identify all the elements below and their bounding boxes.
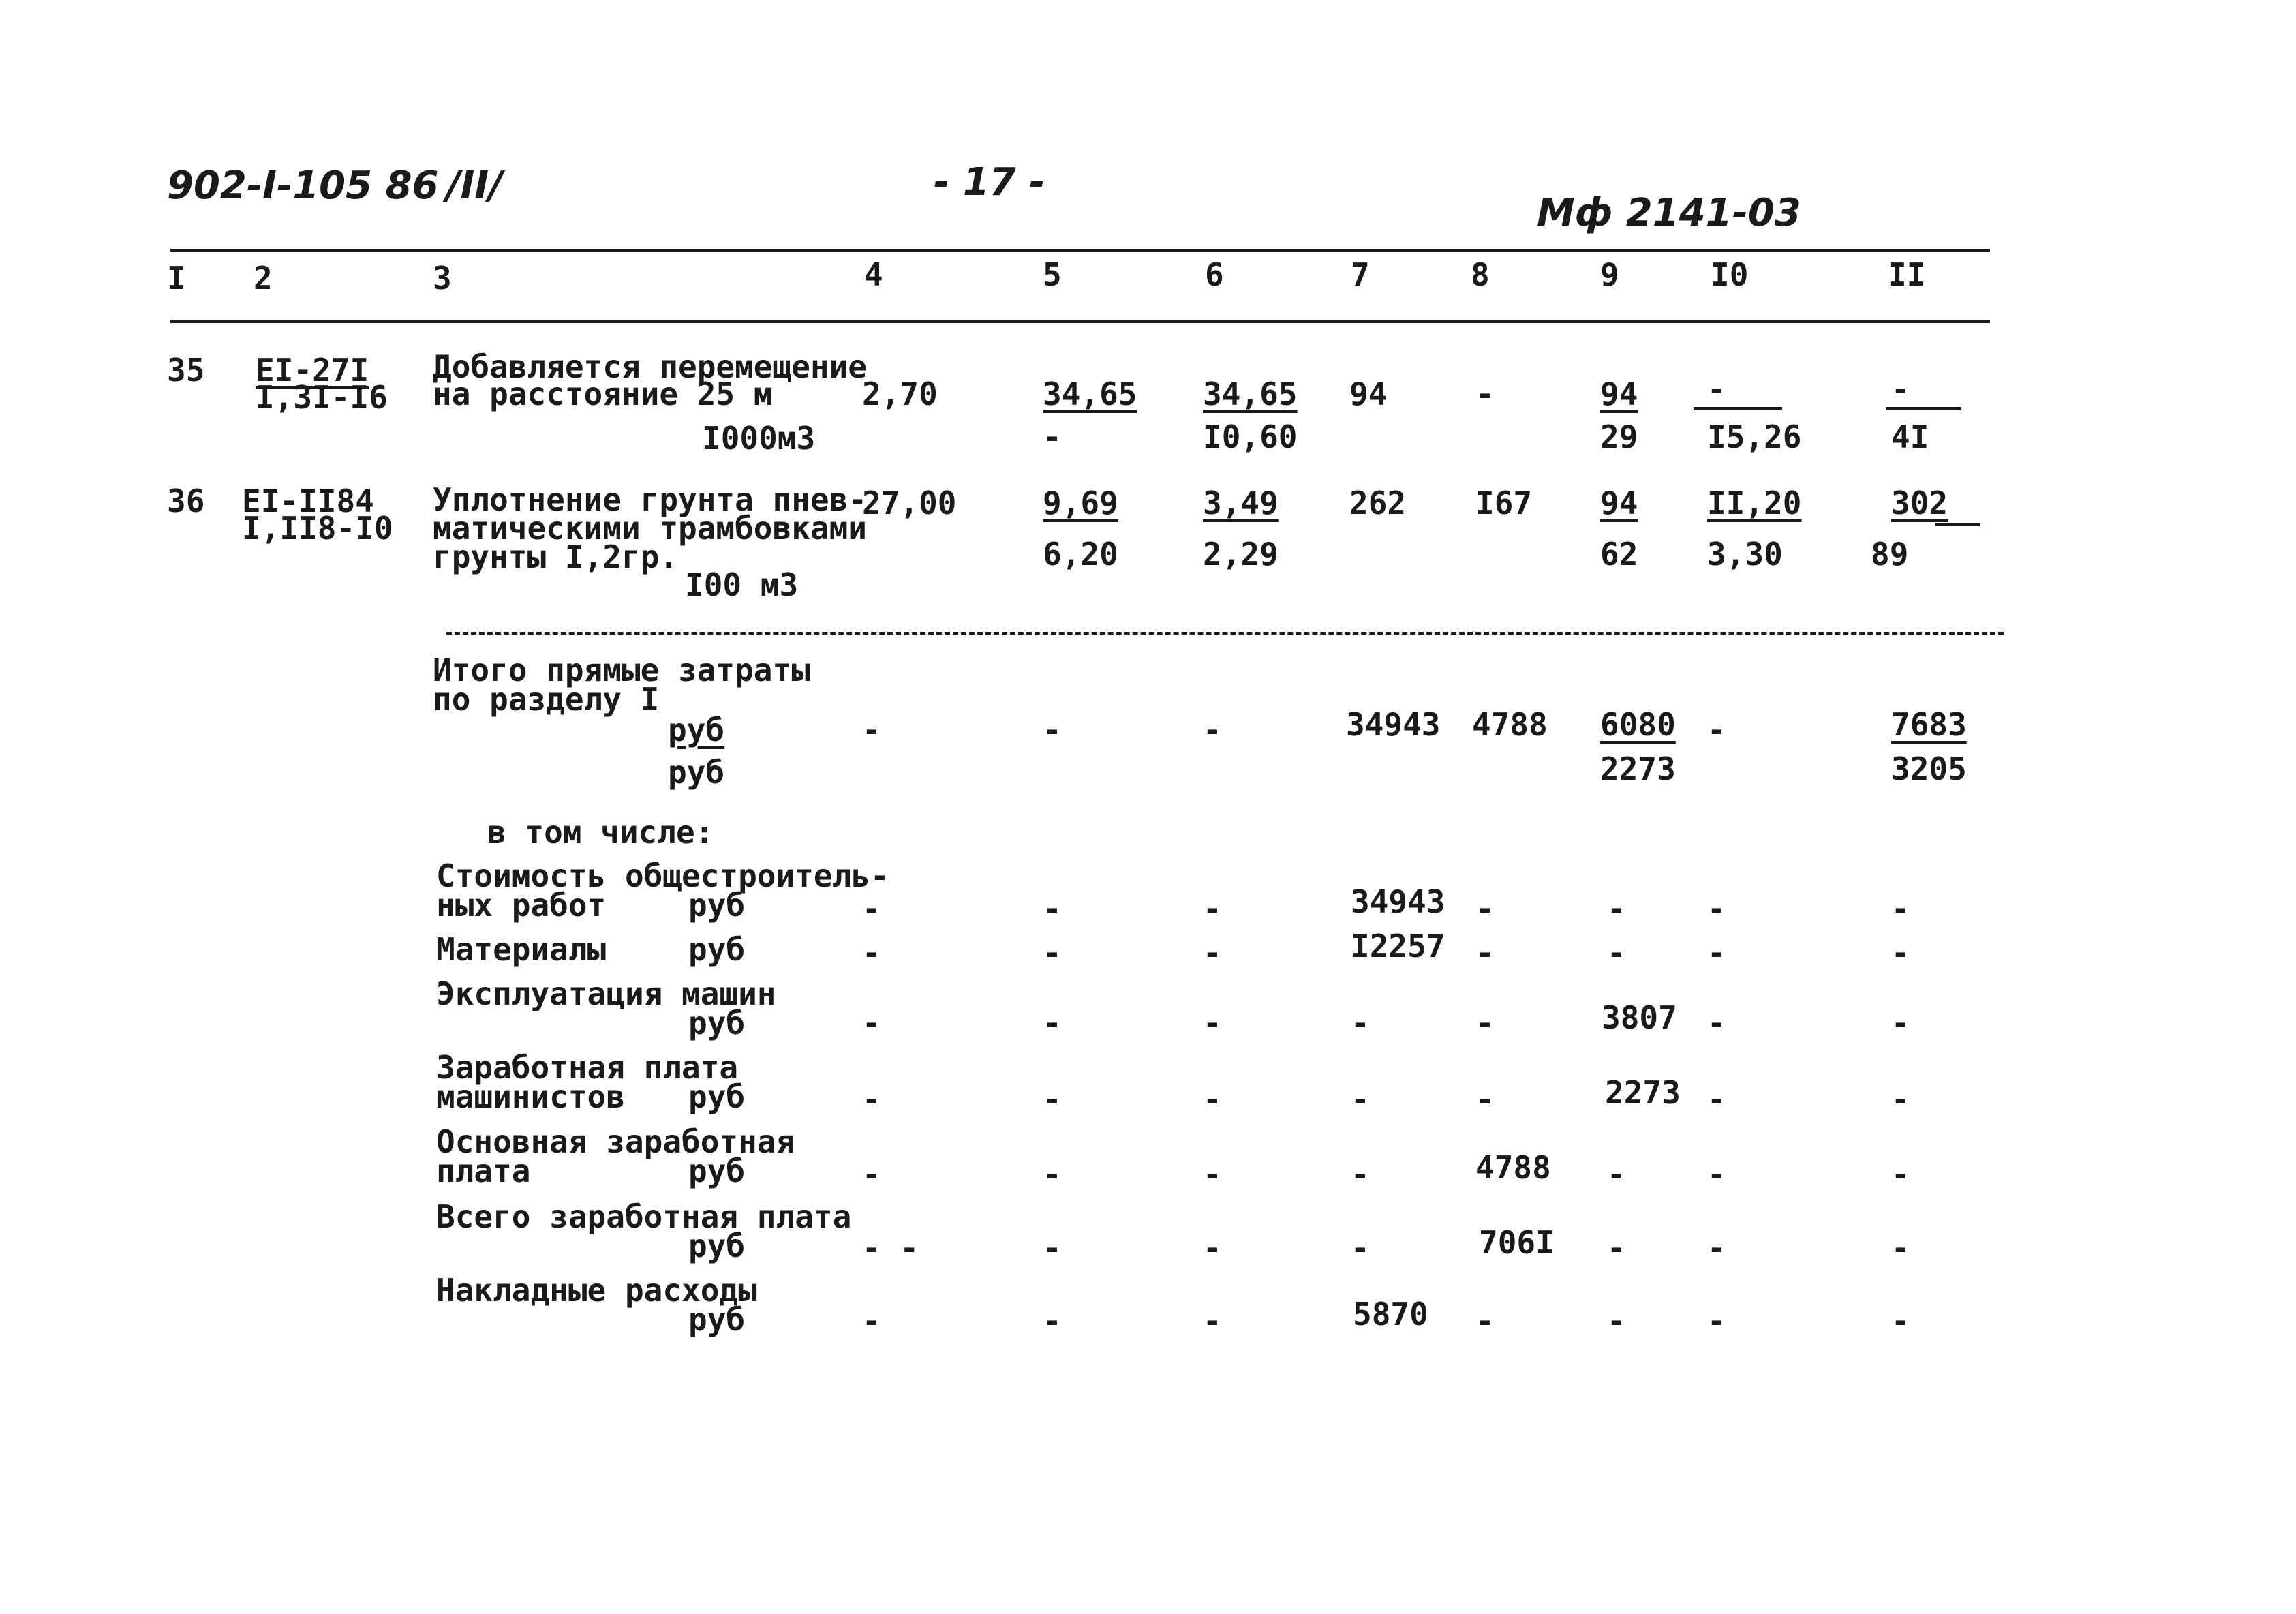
breakdown-label-2: плата bbox=[436, 1153, 531, 1189]
total-c9-bot: 2273 bbox=[1600, 750, 1676, 787]
row36-c5-top: 9,69 bbox=[1043, 485, 1118, 521]
breakdown-c10: - bbox=[1707, 1005, 1726, 1041]
breakdown-label-1: Основная заработная bbox=[436, 1123, 795, 1160]
breakdown-c8: 4788 bbox=[1475, 1149, 1551, 1186]
total-c11-bot: 3205 bbox=[1891, 750, 1967, 787]
col-header-4: 4 bbox=[864, 256, 883, 293]
page-number: - 17 - bbox=[934, 160, 1045, 204]
breakdown-c6: - bbox=[1203, 1230, 1222, 1266]
breakdown-c4: - bbox=[862, 1156, 881, 1193]
header-bottom-rule bbox=[170, 320, 1990, 323]
row35-unit: I000м3 bbox=[702, 420, 816, 457]
row36-desc3: грунты I,2гр. bbox=[433, 538, 679, 575]
breakdown-c11: - bbox=[1891, 890, 1910, 927]
breakdown-c4: - - bbox=[862, 1230, 919, 1266]
breakdown-c8: - bbox=[1475, 934, 1495, 971]
total-c6: - bbox=[1203, 712, 1222, 748]
breakdown-c7: 5870 bbox=[1353, 1296, 1428, 1333]
breakdown-c11: - bbox=[1891, 1156, 1910, 1193]
section-divider bbox=[446, 632, 2004, 635]
breakdown-c9: - bbox=[1607, 1156, 1626, 1193]
row35-c4: 2,70 bbox=[862, 376, 938, 412]
row35-c10-rule bbox=[1694, 407, 1782, 410]
row35-c9-bot: 29 bbox=[1600, 418, 1638, 455]
total-c10: - bbox=[1707, 712, 1726, 748]
breakdown-c5: - bbox=[1043, 934, 1062, 971]
row36-c11-bot: 89 bbox=[1871, 536, 1909, 573]
breakdown-label-1: Заработная плата bbox=[436, 1049, 739, 1086]
section-number: /II/ bbox=[446, 164, 503, 208]
breakdown-c10: - bbox=[1707, 934, 1726, 971]
breakdown-label-2: ных работ bbox=[436, 887, 607, 924]
breakdown-unit: руб bbox=[688, 1301, 746, 1338]
breakdown-c11: - bbox=[1891, 1230, 1910, 1266]
col-header-11: II bbox=[1888, 256, 1926, 293]
row36-c4: 27,00 bbox=[862, 485, 957, 521]
header-top-rule bbox=[170, 249, 1990, 252]
col-header-2: 2 bbox=[254, 260, 273, 296]
row36-c9-top: 94 bbox=[1600, 485, 1638, 521]
breakdown-c11: - bbox=[1891, 934, 1910, 971]
row35-num: 35 bbox=[167, 352, 205, 389]
breakdown-c4: - bbox=[862, 890, 881, 927]
row35-desc2: на расстояние 25 м bbox=[433, 376, 773, 412]
breakdown-c10: - bbox=[1707, 890, 1726, 927]
breakdown-c8: - bbox=[1475, 1005, 1495, 1041]
breakdown-c7: - bbox=[1351, 1156, 1370, 1193]
row36-desc2: матическими трамбовками bbox=[433, 510, 867, 547]
row36-c6-top: 3,49 bbox=[1203, 485, 1279, 521]
row35-c9-top: 94 bbox=[1600, 376, 1638, 412]
col-header-7: 7 bbox=[1351, 256, 1370, 293]
breakdown-c11: - bbox=[1891, 1303, 1910, 1339]
row35-c11-top: - bbox=[1891, 371, 1910, 408]
row36-c11-top: 302 bbox=[1891, 485, 1948, 521]
breakdown-c7: - bbox=[1351, 1230, 1370, 1266]
total-c4: - bbox=[862, 712, 881, 748]
total-c8: 4788 bbox=[1472, 706, 1548, 743]
breakdown-c10: - bbox=[1707, 1156, 1726, 1193]
row35-c5-bot: - bbox=[1043, 418, 1062, 455]
breakdown-unit: руб bbox=[688, 1078, 746, 1115]
breakdown-unit: руб bbox=[688, 1153, 746, 1189]
breakdown-c11: - bbox=[1891, 1081, 1910, 1118]
row36-c6-bot: 2,29 bbox=[1203, 536, 1279, 573]
breakdown-c4: - bbox=[862, 1303, 881, 1339]
breakdown-c4: - bbox=[862, 1005, 881, 1041]
breakdown-c8: - bbox=[1475, 1081, 1495, 1118]
row35-c6-top: 34,65 bbox=[1203, 376, 1298, 412]
row36-c10-bot: 3,30 bbox=[1707, 536, 1783, 573]
total-label-2: по разделу I bbox=[433, 681, 660, 718]
row35-desc1: Добавляется перемещение bbox=[433, 348, 867, 385]
stamp-code: Мф 2141-03 bbox=[1537, 191, 1801, 235]
row35-c6-bot: I0,60 bbox=[1203, 418, 1298, 455]
breakdown-c5: - bbox=[1043, 1230, 1062, 1266]
breakdown-c8: - bbox=[1475, 1303, 1495, 1339]
breakdown-unit: руб bbox=[688, 1228, 746, 1264]
breakdown-unit: руб bbox=[688, 887, 746, 924]
breakdown-c8: - bbox=[1475, 890, 1495, 927]
breakdown-c9: 2273 bbox=[1605, 1074, 1681, 1111]
col-header-8: 8 bbox=[1471, 256, 1490, 293]
total-c5: - bbox=[1043, 712, 1062, 748]
breakdown-label-1: Эксплуатация машин bbox=[436, 975, 776, 1012]
breakdown-c6: - bbox=[1203, 934, 1222, 971]
row36-num: 36 bbox=[167, 483, 205, 519]
row36-c10-top: II,20 bbox=[1707, 485, 1802, 521]
row36-c9-bot: 62 bbox=[1600, 536, 1638, 573]
row36-code2: I,II8-I0 bbox=[242, 510, 393, 547]
total-c11-top: 7683 bbox=[1891, 706, 1967, 743]
breakdown-c7: - bbox=[1351, 1005, 1370, 1041]
breakdown-c9: 3807 bbox=[1602, 999, 1677, 1036]
row35-c11-rule bbox=[1886, 407, 1961, 410]
row36-unit: I00 м3 bbox=[685, 566, 799, 603]
breakdown-c9: - bbox=[1607, 890, 1626, 927]
breakdown-c8: 706I bbox=[1479, 1224, 1555, 1261]
breakdown-label-1: Стоимость общестроитель- bbox=[436, 857, 889, 894]
breakdown-label-1: Материалы bbox=[436, 931, 607, 968]
breakdown-label-2: машинистов bbox=[436, 1078, 625, 1115]
col-header-6: 6 bbox=[1205, 256, 1224, 293]
breakdown-c7: I2257 bbox=[1351, 928, 1445, 964]
total-c7: 34943 bbox=[1346, 706, 1441, 743]
col-header-5: 5 bbox=[1043, 256, 1062, 293]
row35-c7: 94 bbox=[1349, 376, 1388, 412]
breakdown-c5: - bbox=[1043, 1081, 1062, 1118]
breakdown-c6: - bbox=[1203, 1081, 1222, 1118]
breakdown-c6: - bbox=[1203, 1303, 1222, 1339]
row36-c5-bot: 6,20 bbox=[1043, 536, 1118, 573]
breakdown-c10: - bbox=[1707, 1230, 1726, 1266]
breakdown-c5: - bbox=[1043, 890, 1062, 927]
row35-c10-bot: I5,26 bbox=[1707, 418, 1802, 455]
total-c9-top: 6080 bbox=[1600, 706, 1676, 743]
col-header-10: I0 bbox=[1711, 256, 1749, 293]
row36-c7: 262 bbox=[1349, 485, 1407, 521]
row36-code1: EI-II84 bbox=[242, 483, 374, 519]
including-label: в том числе: bbox=[487, 814, 714, 851]
col-header-1: I bbox=[167, 260, 186, 296]
row35-c8: - bbox=[1475, 376, 1495, 412]
total-label-1: Итого прямые затраты bbox=[433, 652, 810, 688]
col-header-3: 3 bbox=[433, 260, 452, 296]
doc-code: 902-I-105 86 bbox=[167, 164, 439, 208]
breakdown-c9: - bbox=[1607, 934, 1626, 971]
breakdown-c10: - bbox=[1707, 1081, 1726, 1118]
breakdown-c9: - bbox=[1607, 1230, 1626, 1266]
breakdown-unit: руб bbox=[688, 1005, 746, 1041]
row36-desc1: Уплотнение грунта пнев- bbox=[433, 481, 867, 518]
breakdown-label-1: Накладные расходы bbox=[436, 1272, 757, 1309]
breakdown-label-1: Всего заработная плата bbox=[436, 1198, 852, 1235]
total-unit-bot: руб bbox=[668, 754, 725, 791]
breakdown-c5: - bbox=[1043, 1156, 1062, 1193]
breakdown-c4: - bbox=[862, 934, 881, 971]
breakdown-c7: 34943 bbox=[1351, 883, 1445, 920]
row35-code2: I,3I-I6 bbox=[256, 379, 388, 416]
row36-c8: I67 bbox=[1475, 485, 1533, 521]
breakdown-c4: - bbox=[862, 1081, 881, 1118]
breakdown-c6: - bbox=[1203, 1156, 1222, 1193]
breakdown-c11: - bbox=[1891, 1005, 1910, 1041]
total-unit-top: руб bbox=[668, 712, 725, 748]
breakdown-c6: - bbox=[1203, 890, 1222, 927]
row35-c10-top: - bbox=[1707, 371, 1726, 408]
breakdown-c5: - bbox=[1043, 1303, 1062, 1339]
breakdown-c10: - bbox=[1707, 1303, 1726, 1339]
breakdown-c5: - bbox=[1043, 1005, 1062, 1041]
row35-c5-top: 34,65 bbox=[1043, 376, 1137, 412]
col-header-9: 9 bbox=[1600, 256, 1619, 293]
row35-c11-bot: 4I bbox=[1891, 418, 1929, 455]
breakdown-c9: - bbox=[1607, 1303, 1626, 1339]
breakdown-unit: руб bbox=[688, 931, 746, 968]
breakdown-c6: - bbox=[1203, 1005, 1222, 1041]
row36-c11-rule-ext bbox=[1935, 523, 1980, 526]
breakdown-c7: - bbox=[1351, 1081, 1370, 1118]
row35-code1: EI-27I bbox=[256, 352, 369, 389]
